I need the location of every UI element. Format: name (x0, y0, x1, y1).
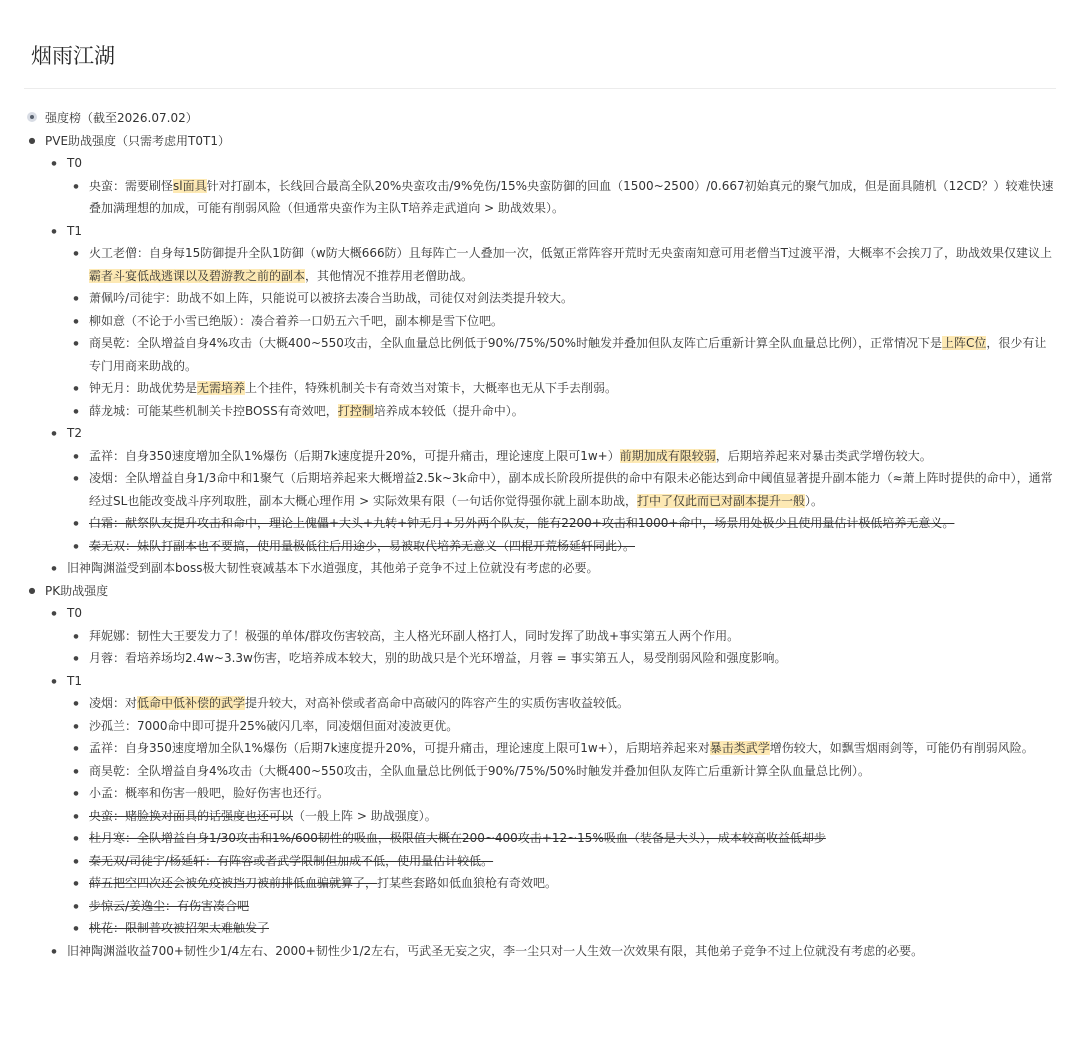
bullet-icon (71, 805, 81, 829)
bullet-icon (71, 512, 81, 536)
outline-item-pve-t2[interactable] (27, 422, 1057, 445)
outline-item-text (89, 404, 524, 418)
pve-heading: PVE助战强度（只需考虑用T0T1） (45, 133, 230, 148)
pve-t0-list (27, 175, 1057, 220)
bullet-icon (27, 130, 37, 153)
highlighted-text: 打中了仅此而已对副本提升一般 (637, 493, 806, 508)
outline-item[interactable] (27, 242, 1057, 287)
text-run: 柳如意（不论于小雪已绝版）：凑合着养一口奶五六千吧，副本柳是雪下位吧。 (89, 313, 504, 328)
highlighted-text: 无需培养 (197, 381, 246, 395)
text-run: 小孟：概率和伤害一般吧，脸好伤害也还行。 (89, 786, 330, 800)
text-run: ，很少有让专门用商来助战的。 (89, 336, 1047, 373)
outline-item-text (89, 629, 739, 643)
outline-item[interactable] (27, 805, 1057, 828)
bullet-icon (71, 625, 81, 649)
struck-text: 薛五把空四次还会被免疫被挡刀被前排低血骗就算了， (89, 876, 378, 890)
text-run: 央蛮：需要刷怪 (89, 178, 174, 193)
outline-item[interactable] (27, 445, 1057, 468)
outline-item[interactable] (27, 760, 1057, 783)
struck-text: 桃花：限制普攻被招架太难触发了 (89, 921, 270, 935)
text-run: 凌烟：对 (89, 696, 138, 710)
bullet-icon (49, 602, 59, 626)
tier-label: T0 (67, 606, 82, 620)
outline-item-text (89, 291, 573, 305)
text-run: （一般上阵 > 助战强度）。 (293, 808, 437, 823)
bullet-icon (49, 670, 59, 694)
outline-item-text (89, 246, 1052, 283)
text-run: 钟无月：助战优势是 (89, 381, 198, 395)
outline-item[interactable] (27, 400, 1057, 423)
text-run: 培养成本较低（提升命中）。 (373, 403, 524, 418)
struck-text: 杜月寒：全队增益自身1/30攻击和1%/600韧性的吸血，极限值大概在200~400攻击+12~15%吸血（装备是大头），成本较高收益低却步 (89, 831, 826, 845)
struck-text: 秦无双：妹队打副本也不要搞，使用量极低往后用途少，易被取代培养无意义（四棍开荒杨延轩同此）。 (89, 538, 636, 553)
outline-item-pve-t0[interactable] (27, 152, 1057, 175)
outline-item[interactable] (27, 512, 1057, 535)
outline-item[interactable] (27, 310, 1057, 333)
highlighted-text: 低命中低补偿的武学 (137, 696, 246, 710)
struck-text: 步惊云/姜逸尘：有伤害凑合吧 (89, 898, 250, 913)
outline-item-text (89, 876, 557, 890)
text-run: 打某些套路如低血狼枪有奇效吧。 (377, 876, 558, 890)
bullet-icon (71, 872, 81, 896)
text-run: 火工老僧：自身每15防御提升全队1防御（w防大概666防）且每阵亡一人叠加一次，低氪正常阵容开荒时无央蛮南知意可用老僧当T过渡平滑，大概率不会挨刀了，助战效果仅建议上 (89, 246, 1052, 260)
bullet-icon (71, 760, 81, 784)
outline-item[interactable] (27, 287, 1057, 310)
title-divider (24, 88, 1056, 89)
outline-item[interactable] (27, 737, 1057, 760)
bullet-icon (27, 580, 37, 603)
outline-item-text (89, 336, 1046, 373)
bullet-icon (49, 557, 59, 581)
outline-item[interactable] (27, 895, 1057, 918)
outline-item-text (89, 921, 269, 935)
bullet-icon (71, 467, 81, 491)
outline-item-text (89, 696, 629, 710)
struck-text: 央蛮：赌脸换对面具的话强度也还可以 (89, 808, 294, 823)
bullet-icon (71, 332, 81, 356)
outline-item-pve-note[interactable] (27, 557, 1057, 580)
text-run: 针对打副本，长线回合最高全队20%央蛮攻击/9%免伤/15%央蛮防御的回血（1500~2500）/0.667初始真元的聚气加成，但是面具随机（12CD？）较难快速叠加满理想的加成，可能有削弱风险（但通常央蛮作为主队T培养走武道向 > 助战效果）。 (89, 178, 1054, 215)
bullet-icon (71, 535, 81, 559)
outline-item-text (89, 854, 493, 868)
highlighted-text: 暴击类武学 (709, 741, 770, 755)
outline-item-text (89, 314, 503, 328)
outline-item[interactable] (27, 377, 1057, 400)
struck-text: 白霜：献祭队友提升攻击和命中，理论上傀儡+大头+九转+钟无月+另外两个队友，能有2200+攻击和1000+命中，场景用处极少且使用量估计极低培养无意义。 (89, 516, 955, 530)
outline-item-text (89, 449, 932, 463)
bullet-icon (71, 175, 81, 199)
bullet-icon (49, 422, 59, 446)
text-run: 上个挂件，特殊机制关卡有奇效当对策卡，大概率也无从下手去削弱。 (245, 381, 618, 395)
pk-t1-list (27, 692, 1057, 940)
highlighted-text: 前期加成有限较弱 (619, 448, 716, 463)
page-title: 烟雨江湖 (31, 44, 115, 68)
highlighted-text: 打控制 (337, 403, 374, 418)
text-run: ，后期培养起来对暴击类武学增伤较大。 (715, 448, 932, 463)
bullet-icon (71, 715, 81, 739)
bullet-icon (71, 310, 81, 334)
outline-item[interactable] (27, 827, 1057, 850)
outline-item-text (89, 539, 635, 553)
pve-note: 旧神陶渊溢受到副本boss极大韧性衰减基本下水道强度，其他弟子竞争不过上位就没有考虑的必要。 (67, 561, 599, 575)
outline-item-text (89, 809, 437, 823)
outline-item[interactable] (27, 625, 1057, 648)
text-run: 薛龙城：可能某些机制关卡控BOSS有奇效吧， (89, 403, 338, 418)
outline-item[interactable] (27, 467, 1057, 512)
text-run: 提升较大，对高补偿或者高命中高破闪的阵容产生的实质伤害收益较低。 (245, 696, 630, 710)
text-run: ，其他情况不推荐用老僧助战。 (305, 268, 474, 283)
text-run: 拜妮娜：韧性大王要发力了！极强的单体/群攻伤害较高，主人格光环副人格打人，同时发挥了助战+事实第五人两个作用。 (89, 628, 740, 643)
bullet-icon (71, 917, 81, 941)
document-outline (27, 107, 1057, 962)
text-run: ）。 (805, 493, 824, 508)
outline-item-text (89, 741, 1034, 755)
outline-item[interactable] (27, 535, 1057, 558)
highlighted-text: sl面具 (173, 178, 207, 193)
tier-label: T0 (67, 156, 82, 170)
bullet-icon (71, 737, 81, 761)
text-run: 增伤较大，如飘雪烟雨剑等，可能仍有削弱风险。 (769, 741, 1034, 755)
bullet-icon (71, 400, 81, 424)
bullet-icon (71, 445, 81, 469)
outline-item[interactable] (27, 332, 1057, 377)
pk-note: 旧神陶渊溢收益700+韧性少1/4左右、2000+韧性少1/2左右，丐武圣无妄之灾，李一尘只对一人生效一次效果有限，其他弟子竞争不过上位就没有考虑的必要。 (67, 943, 924, 958)
outline-item[interactable] (27, 175, 1057, 220)
bullet-icon (71, 895, 81, 919)
outline-item-text (89, 651, 787, 665)
tier-label: T1 (67, 223, 82, 238)
outline-item-pk-note[interactable] (27, 940, 1057, 963)
outline-item[interactable] (27, 715, 1057, 738)
tier-label: T1 (67, 673, 82, 688)
ranking-heading: 强度榜（截至2026.07.02） (45, 111, 198, 125)
bullet-icon (49, 940, 59, 964)
outline-item-pk-t0[interactable] (27, 602, 1057, 625)
outline-item-text (89, 899, 249, 913)
outline-item-pve-t1[interactable] (27, 220, 1057, 243)
text-run: 孟祥：自身350速度增加全队1%爆伤（后期7k速度提升20%，可提升痛击，理论速度上限可1w+），后期培养起来对 (89, 741, 710, 755)
struck-text: 秦无双/司徒宇/杨延轩：有阵容或者武学限制但加成不低，使用量估计较低。 (89, 853, 494, 868)
tier-label: T2 (67, 426, 82, 440)
outline-item[interactable] (27, 850, 1057, 873)
pk-t0-list (27, 625, 1057, 670)
bullet-icon (71, 827, 81, 851)
highlighted-text: 上阵C位 (942, 336, 987, 350)
outline-item-pk-t1[interactable] (27, 670, 1057, 693)
outline-item-pve[interactable] (27, 130, 1057, 153)
bullet-icon (49, 220, 59, 244)
text-run: 孟祥：自身350速度增加全队1%爆伤（后期7k速度提升20%，可提升痛击，理论速度上限可1w+） (89, 448, 620, 463)
bullet-icon (71, 782, 81, 806)
outline-item[interactable] (27, 917, 1057, 940)
text-run: 沙孤兰：7000命中即可提升25%破闪几率，同凌烟但面对凌波更优。 (89, 718, 459, 733)
outline-item[interactable] (27, 782, 1057, 805)
bullet-icon (71, 692, 81, 716)
bullet-icon (71, 850, 81, 874)
outline-item-ranking[interactable] (27, 107, 1057, 130)
text-run: 凌烟：全队增益自身1/3命中和1聚气（后期培养起来大概增益2.5k~3k命中），副本成长阶段所提供的命中有限未必能达到命中阈值显著提升副本能力（≈萧上阵时提供的命中），通常经过SL也能改变战斗序列取胜，副本大概心理作用 > 实际效果有限（一句话你觉得强你就上副本助战， (89, 471, 1053, 508)
pve-t1-list (27, 242, 1057, 422)
text-run: 月蓉：看培养场均2.4w~3.3w伤害，吃培养成本较大，别的助战只是个光环增益，月蓉 = 事实第五人，易受削弱风险和强度影响。 (89, 651, 787, 665)
text-run: 萧佩吟/司徒宇：助战不如上阵，只能说可以被挤去凑合当助战，司徒仅对剑法类提升较大。 (89, 291, 574, 305)
selected-bullet-icon[interactable] (27, 112, 37, 122)
outline-item-text (89, 719, 458, 733)
highlighted-text: 霸者斗宴低战逃课以及碧游教之前的副本 (89, 268, 306, 283)
text-run: 商昊乾：全队增益自身4%攻击（大概400~550攻击，全队血量总比例低于90%/75%/50%时触发并叠加但队友阵亡后重新计算全队血量总比例）。 (89, 763, 871, 778)
outline-item-text (89, 831, 826, 845)
outline-item-text (89, 471, 1053, 508)
outline-item-text (89, 516, 954, 530)
outline-item-text (89, 786, 329, 800)
outline-item[interactable] (27, 872, 1057, 895)
outline-item-text (89, 179, 1054, 216)
outline-item-text (89, 764, 870, 778)
bullet-icon (71, 242, 81, 266)
bullet-icon (71, 377, 81, 401)
bullet-icon (49, 152, 59, 176)
pve-t2-list (27, 445, 1057, 558)
outline-item[interactable] (27, 692, 1057, 715)
outline-item[interactable] (27, 647, 1057, 670)
text-run: 商昊乾：全队增益自身4%攻击（大概400~550攻击，全队血量总比例低于90%/75%/50%时触发并叠加但队友阵亡后重新计算全队血量总比例），正常情况下是 (89, 336, 943, 350)
bullet-icon (71, 647, 81, 671)
outline-item-pk[interactable] (27, 580, 1057, 603)
pk-heading: PK助战强度 (45, 583, 109, 598)
bullet-icon (71, 287, 81, 311)
outline-item-text (89, 381, 617, 395)
